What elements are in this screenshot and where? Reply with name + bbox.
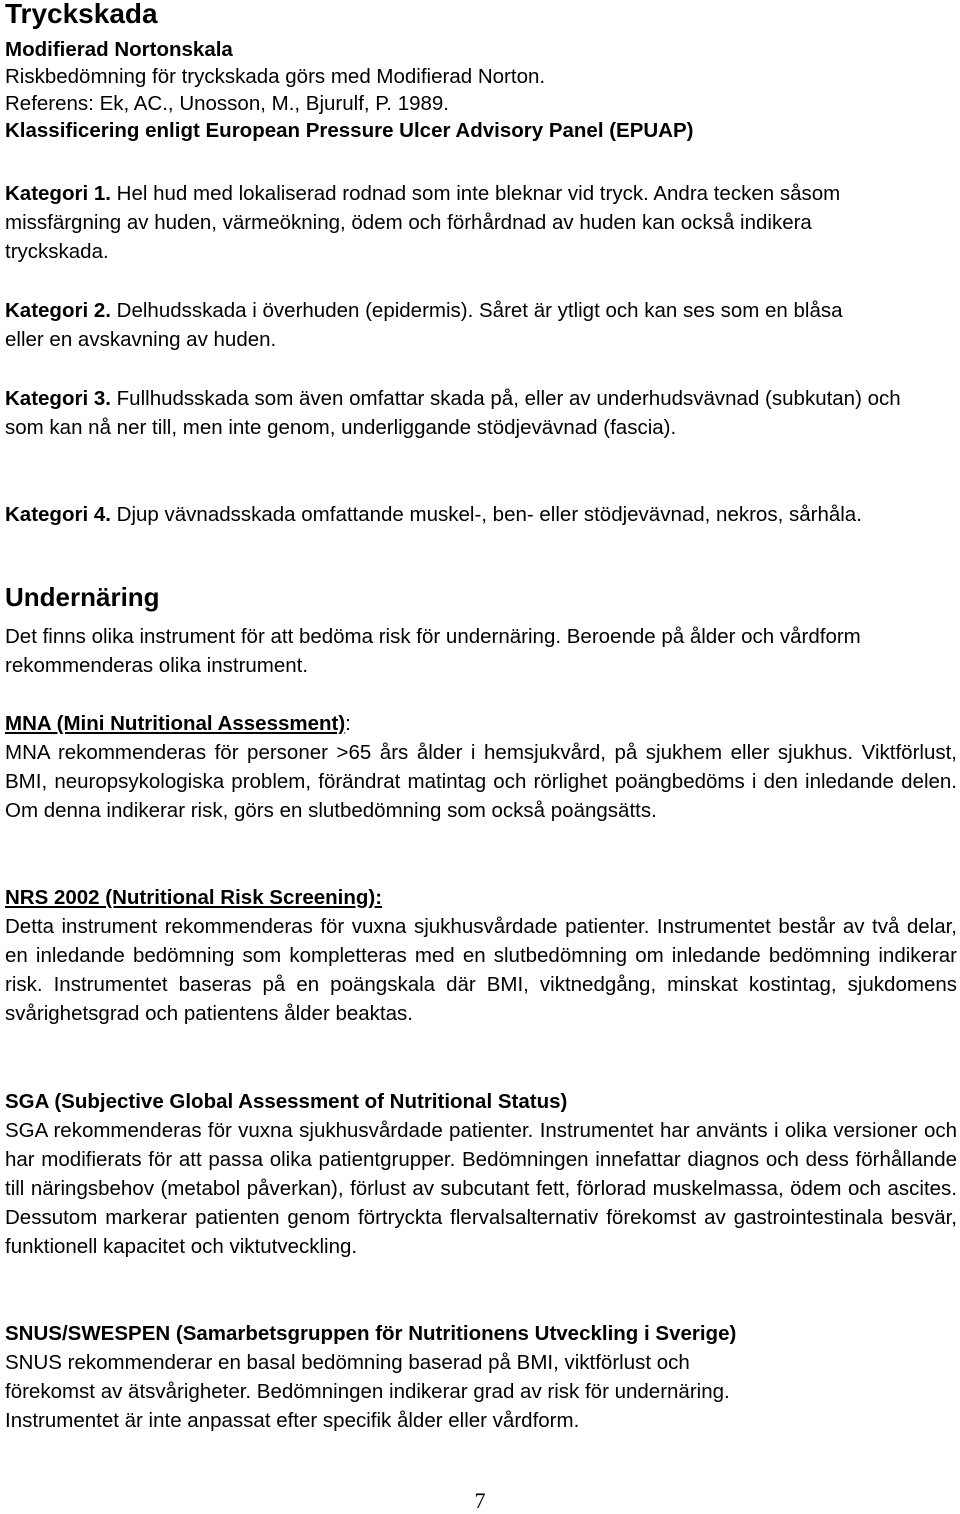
norton-heading: Modifierad Nortonskala xyxy=(5,38,233,61)
snus-heading: SNUS/SWESPEN (Samarbetsgruppen för Nutritionens Utveckling i Sverige) xyxy=(5,1322,737,1345)
page-number: 7 xyxy=(474,1488,486,1513)
undernaring-heading: Undernäring xyxy=(5,582,160,612)
snus-line-2: förekomst av ätsvårigheter. Bedömningen indikerar grad av risk för undernäring. xyxy=(5,1380,730,1403)
sga-heading: SGA (Subjective Global Assessment of Nutritional Status) xyxy=(5,1090,568,1113)
category-1 xyxy=(5,179,855,266)
norton-section xyxy=(5,36,957,144)
category-3 xyxy=(5,384,945,442)
snus-line-1: SNUS rekommenderar en basal bedömning baserad på BMI, viktförlust och xyxy=(5,1351,690,1374)
norton-line-1: Riskbedömning för tryckskada görs med Modifierad Norton. xyxy=(5,65,546,88)
category-1-text: Hel hud med lokaliserad rodnad som inte bleknar vid tryck. Andra tecken såsom missfärgning av huden, värmeökning, ödem och förhårdnad av huden kan också indikera tryckskada. xyxy=(5,182,841,263)
mna-section: MNA (Mini Nutritional Assessment): MNA rekommenderas för personer >65 års ålder i hemsjukvård, på sjukhem eller sjukhus. Viktförlust, BMI, neuropsykologiska problem, förändrat matintag och rörlighet poängbedöms i den inledande delen. Om denna indikerar risk, görs en slutbedömning som också poängsätts. xyxy=(5,712,957,822)
norton-reference: Referens: Ek, AC., Unosson, M., Bjurulf, P. 1989. xyxy=(5,92,450,115)
category-3-label: Kategori 3. xyxy=(5,387,111,410)
nrs-heading: NRS 2002 (Nutritional Risk Screening): xyxy=(5,886,383,909)
nrs-section xyxy=(5,883,957,1028)
category-2-text: Delhudsskada i överhuden (epidermis). Såret är ytligt och kan ses som en blåsa eller en avskavning av huden. xyxy=(5,299,843,351)
sga-text: SGA rekommenderas för vuxna sjukhusvårdade patienter. Instrumentet har använts i olika versioner och har modifierats för att passa olika patientgrupper. Bedömningen innefattar diagnos och dess förhållande till näringsbehov (metabol påverkan), förlust av subcutant fett, förlorad muskelmassa, ödem och ascites. Dessutom markerar patienten genom förtryckta flervalsalternativ förekomst av gastrointestinala besvär, funktionell kapacitet och viktutveckling. xyxy=(5,1119,957,1258)
category-4-label: Kategori 4. xyxy=(5,503,111,526)
nrs-text: Detta instrument rekommenderas för vuxna sjukhusvårdade patienter. Instrumentet består av två delar, en inledande bedömning som kompletteras med en slutbedömning om inledande bedömning indikerar risk. Instrumentet baseras på en poängskala där BMI, viktnedgång, minskat kostintag, sjukdomens svårighetsgrad och patientens ålder beaktas. xyxy=(5,915,957,1025)
mna-heading: MNA (Mini Nutritional Assessment) xyxy=(5,712,346,735)
undernaring-text: Det finns olika instrument för att bedöma risk för undernäring. Beroende på ålder och vårdform rekommenderas olika instrument. xyxy=(5,625,861,677)
category-3-text: Fullhudsskada som även omfattar skada på, eller av underhudsvävnad (subkutan) och som kan nå ner till, men inte genom, underliggande stödjevävnad (fascia). xyxy=(5,387,901,439)
category-2 xyxy=(5,296,855,354)
mna-text: MNA rekommenderas för personer >65 års ålder i hemsjukvård, på sjukhem eller sjukhus. Viktförlust, BMI, neuropsykologiska problem, förändrat matintag och rörlighet poängbedöms i den inledande delen. Om denna indikerar risk, görs en slutbedömning som också poängsätts. xyxy=(5,741,957,822)
category-4-text: Djup vävnadsskada omfattande muskel-, ben- eller stödjevävnad, nekros, sårhåla. xyxy=(116,503,862,526)
page-title: Tryckskada xyxy=(5,0,158,29)
epuap-heading: Klassificering enligt European Pressure Ulcer Advisory Panel (EPUAP) xyxy=(5,119,694,142)
category-1-label: Kategori 1. xyxy=(5,182,111,205)
snus-line-3: Instrumentet är inte anpassat efter specifik ålder eller vårdform. xyxy=(5,1409,580,1432)
category-4 xyxy=(5,500,905,529)
category-2-label: Kategori 2. xyxy=(5,299,111,322)
snus-section xyxy=(5,1319,957,1435)
sga-section xyxy=(5,1087,957,1261)
